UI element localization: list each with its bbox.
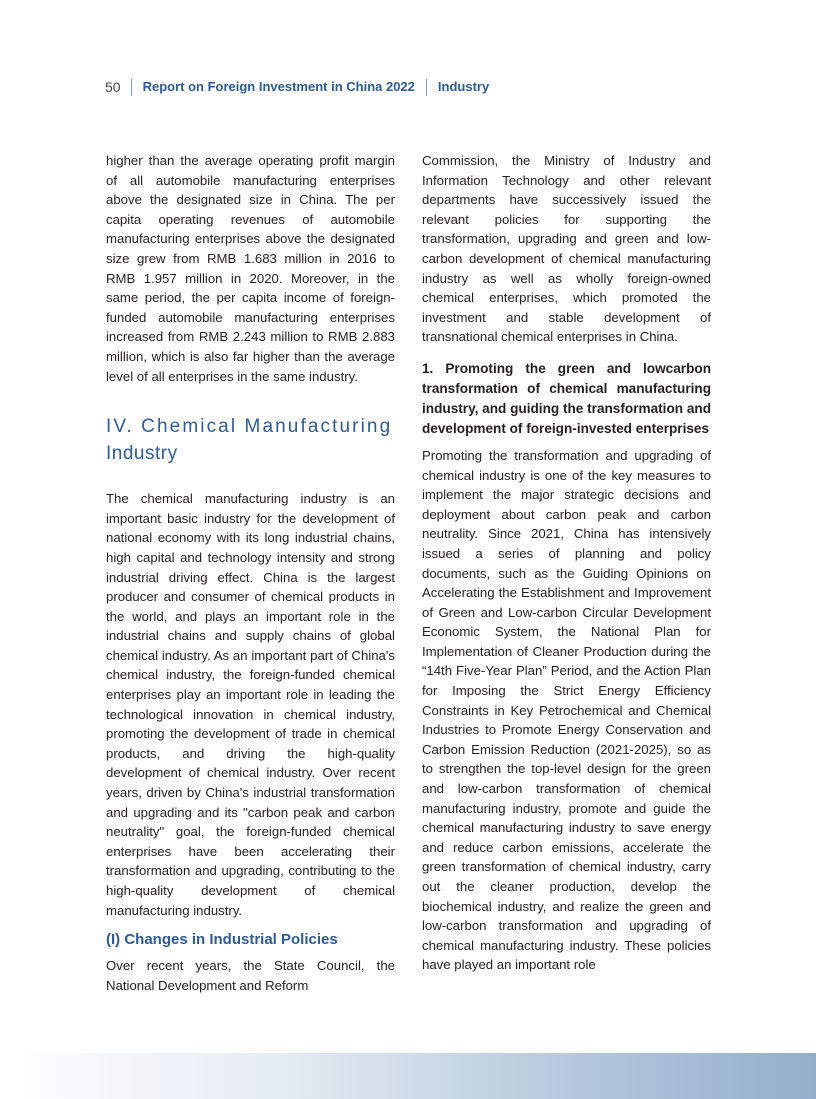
header-divider [426,79,427,96]
section-name: Industry [437,79,490,94]
header-divider [131,79,132,96]
section-heading [106,413,395,467]
page-number: 50 [105,79,121,95]
section-heading-line: Industry [106,443,178,465]
page-header [105,78,500,96]
paragraph: Commission, the Ministry of Industry and Information Technology and other relevant departments have successively issued the relevant policies for supporting the transformation, upgrading and green and low-carbon development of chemical manufacturing industry as well as wholly foreign-owned chemical enterprises, which promoted the investment and stable development of transnational chemical enterprises in China. [422,153,711,345]
paragraph: Over recent years, the State Council, the National Development and Reform [106,958,395,993]
paragraph: The chemical manufacturing industry is an important basic industry for the development of national economy with its long industrial chains, high capital and technology intensity and strong industrial driving effect. China is the largest producer and consumer of chemical products in the world, and plays an important role in the industrial chains and supply chains of global chemical industry. As an important part of China's chemical industry, the foreign-funded chemical enterprises play an important role in leading the technological innovation in chemical industry, promoting the development of trade in chemical products, and driving the high-quality development of chemical industry. Over recent years, driven by China's industrial transformation and upgrading and its "carbon peak and carbon neutrality" goal, the foreign-funded chemical enterprises have been accelerating their transformation and upgrading, contributing to the high-quality development of chemical manufacturing industry. [106,491,395,918]
report-title: Report on Foreign Investment in China 2022 [142,79,415,94]
right-column [422,151,711,975]
footer-gradient-band [0,1053,816,1099]
numbered-heading: 1. Promoting the green and lowcarbon transformation of chemical manufacturing industry, and guiding the transformation and development of foreign-invested enterprises [422,360,711,436]
left-column [106,151,395,995]
section-heading-line: IV. Chemical Manufacturing [106,416,393,438]
paragraph: Promoting the transformation and upgrading of chemical industry is one of the key measures to implement the major strategic decisions and deployment about carbon peak and carbon neutrality. Since 2021, China has intensively issued a series of planning and policy documents, such as the Guiding Opinions on Accelerating the Establishment and Improvement of Green and Low-carbon Circular Development Economic System, the National Plan for Implementation of Cleaner Production during the “14th Five-Year Plan” Period, and the Action Plan for Imposing the Strict Energy Efficiency Constraints in Key Petrochemical and Chemical Industries to Promote Energy Conservation and Carbon Emission Reduction (2021-2025), so as to strengthen the top-level design for the green and low-carbon transformation of chemical manufacturing industry, promote and guide the chemical manufacturing industry to save energy and reduce carbon emissions, accelerate the green transformation of chemical industry, carry out the cleaner production, develop the biochemical industry, and realize the green and low-carbon transformation and upgrading of chemical manufacturing industry. These policies have played an important role [422,447,711,973]
subsection-heading: (I) Changes in Industrial Policies [106,931,338,949]
paragraph: higher than the average operating profit margin of all automobile manufacturing enterprises above the designated size in China. The per capita operating revenues of automobile manufacturing enterprises above the designated size grew from RMB 1.683 million in 2016 to RMB 1.957 million in 2020. Moreover, in the same period, the per capita income of foreign-funded automobile manufacturing enterprises increased from RMB 2.243 million to RMB 2.883 million, which is also far higher than the average level of all enterprises in the same industry. [106,153,395,384]
